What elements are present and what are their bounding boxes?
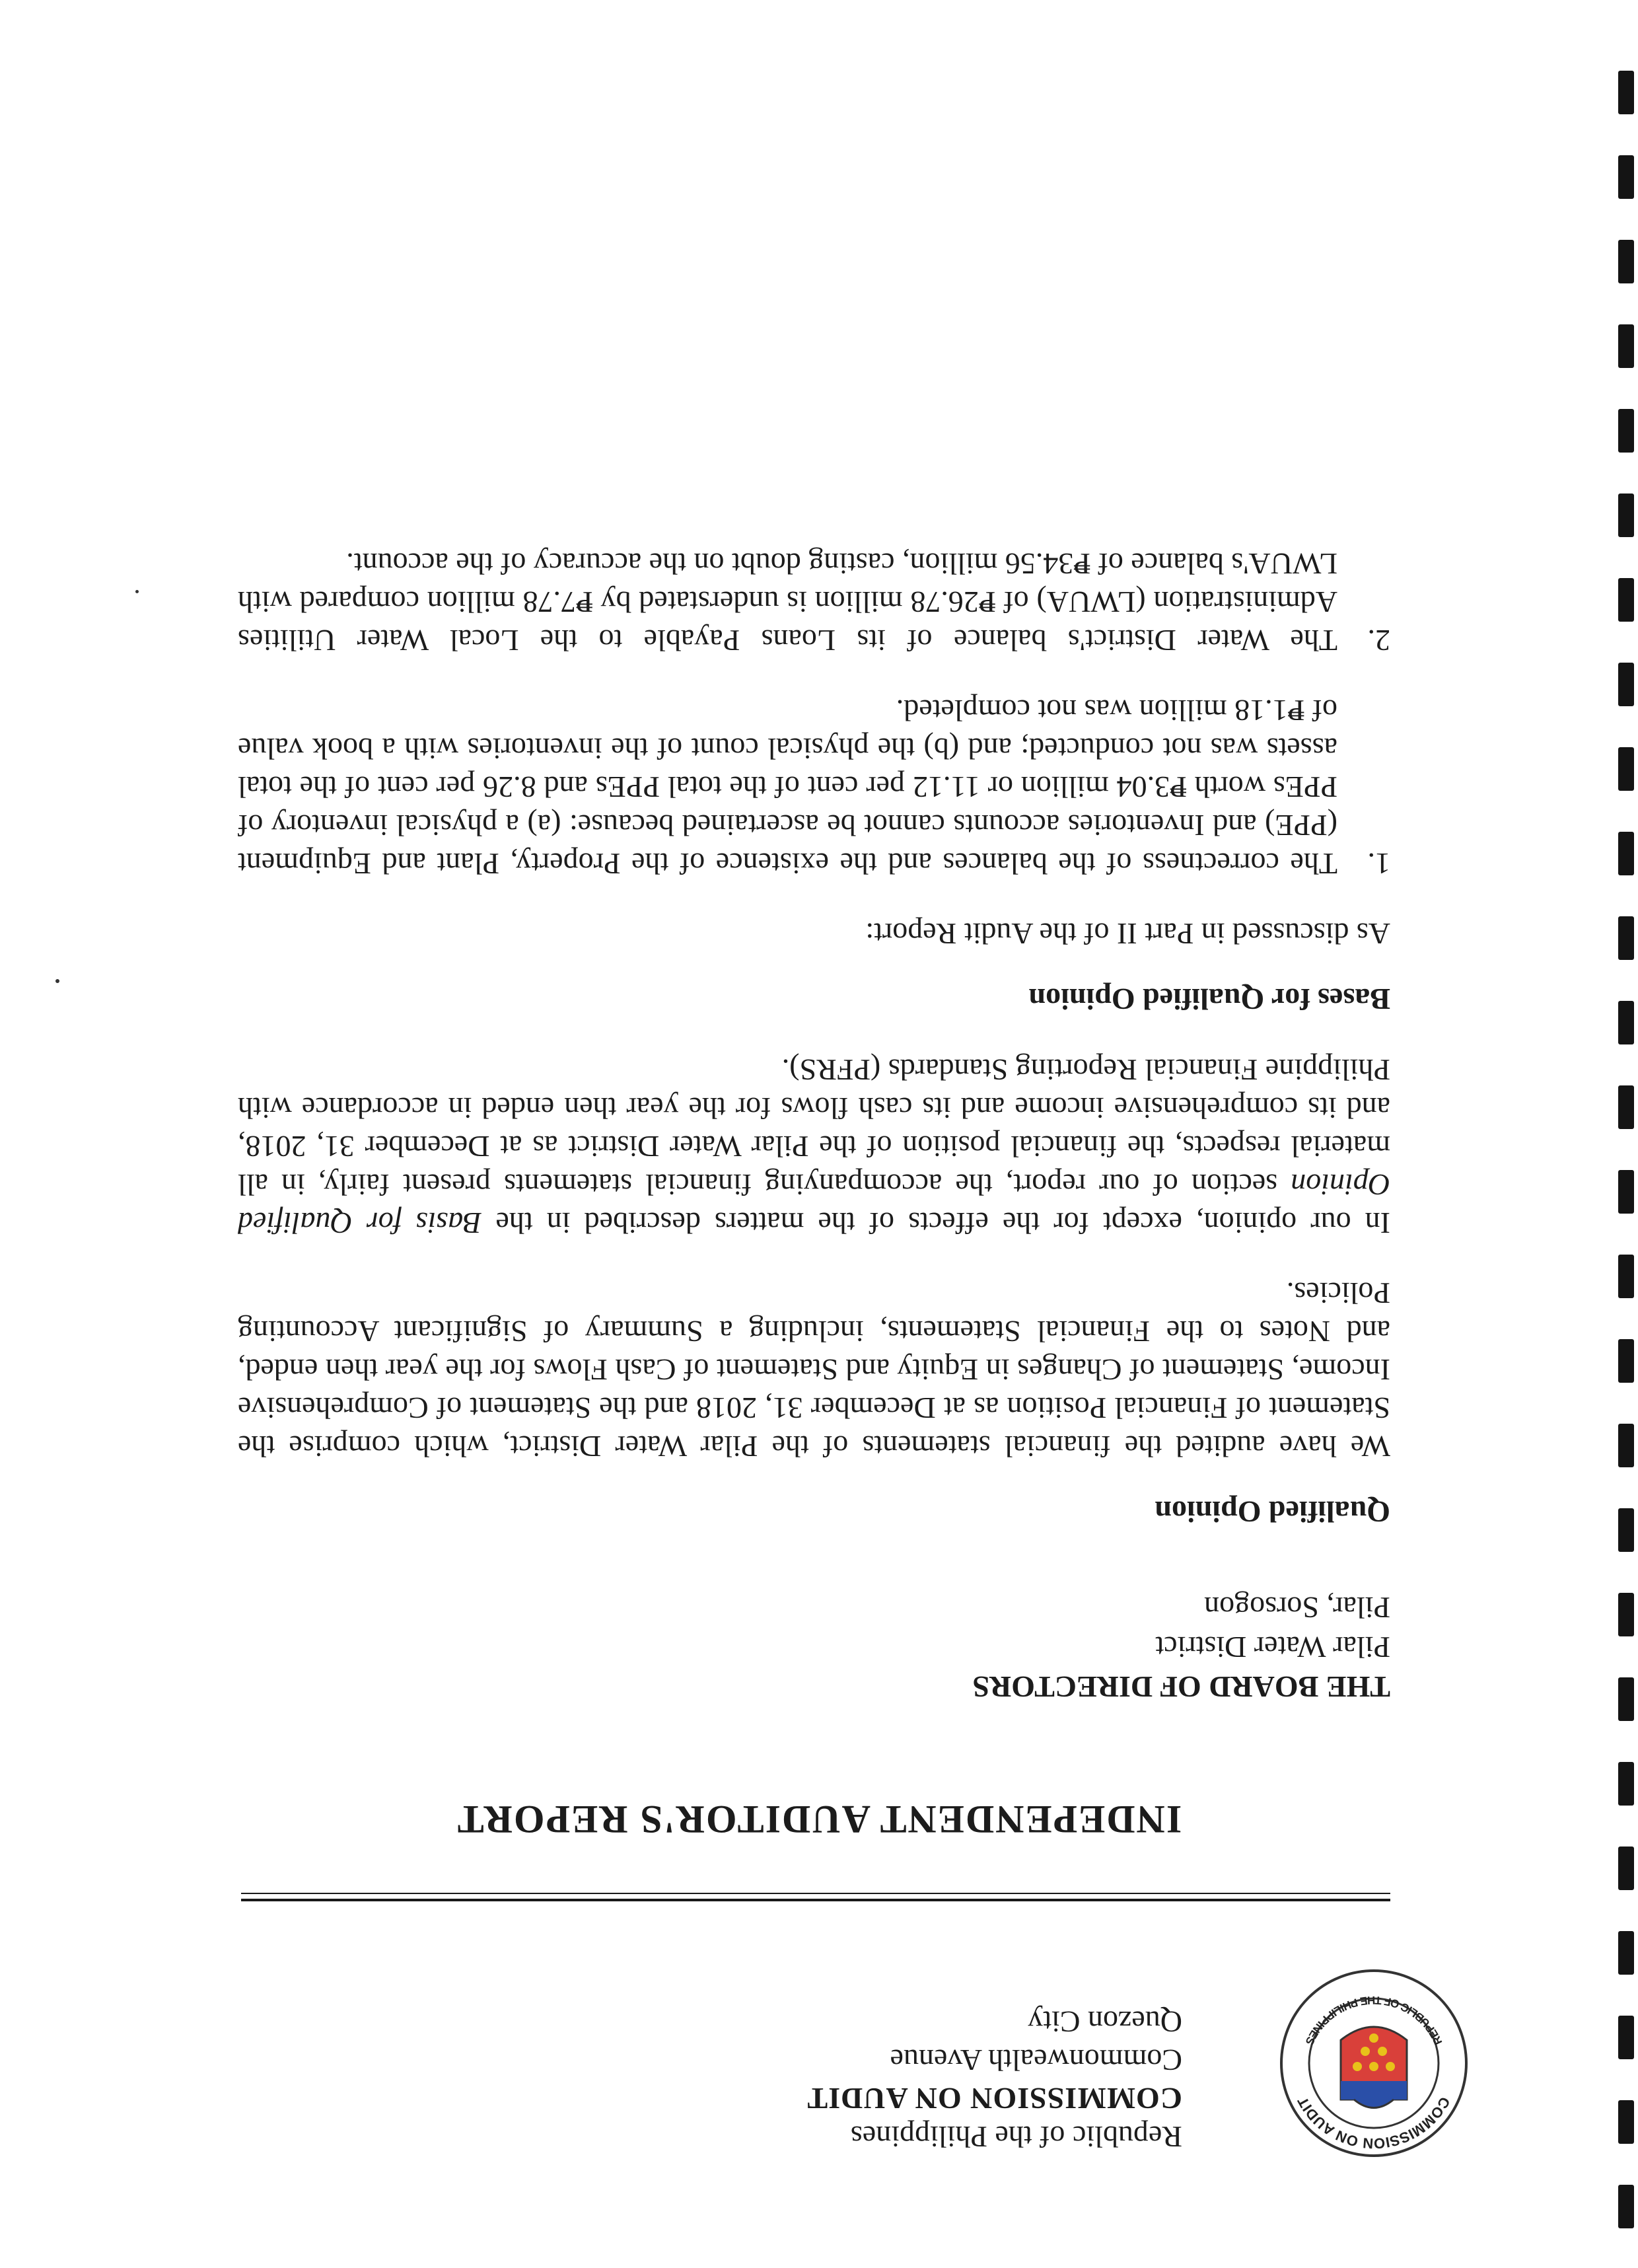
binding-hole [1618, 1424, 1634, 1467]
letterhead-country: Republic of the Philippines [850, 2120, 1182, 2154]
paragraph-2-italic: Basis for Qualified Opinion [238, 1168, 1390, 1240]
bases-item-1-number: 1. [1367, 847, 1390, 881]
binding-hole [1618, 663, 1634, 706]
binding-hole [1618, 1847, 1634, 1890]
paragraph-2-lead: In our opinion, except for the effects of the matters described in the [481, 1206, 1390, 1240]
paragraph-2-tail: section of our report, the accompanying financial statements present fairly, in all material respects, the financial position of the Pilar Water District as at December 31, 2018, and its comprehensive income and its cash flows for the year then ended in accordance with Philippine Financial Reporting Standards (PFRS). [238, 1053, 1390, 1202]
binding-hole [1618, 2016, 1634, 2059]
addressee-line-2: Pilar Water District [1155, 1630, 1390, 1664]
bases-intro: As discussed in Part II of the Audit Report: [865, 917, 1390, 951]
binding-hole [1618, 494, 1634, 537]
addressee-line-3: Pilar, Sorsogon [1204, 1591, 1390, 1625]
qualified-opinion-paragraph-2 [238, 1050, 1390, 1242]
bases-item-1-text: The correctness of the balances and the existence of the Property, Plant and Equipment (PPE) and Inventories accounts cannot be ascertained because: (a) a physical inventory of PPEs worth ₱3.04 million or 11.12 per cent of the total PPEs and 8.26 per cent of the total assets was not conducted; and (b) the physical count of the inventories with a book value of ₱1.18 million was not completed. [238, 694, 1337, 881]
binding-hole [1618, 71, 1634, 114]
binding-hole [1618, 578, 1634, 622]
header-rule-bottom [241, 1893, 1390, 1894]
binding-hole [1618, 1085, 1634, 1129]
svg-text:REPUBLIC OF THE PHILIPPINES: REPUBLIC OF THE PHILIPPINES [1302, 1993, 1445, 2047]
binding-hole [1618, 2185, 1634, 2228]
binding-hole [1618, 1339, 1634, 1383]
bases-item-2-number: 2. [1367, 624, 1390, 657]
bases-item-1 [238, 691, 1390, 883]
report-body [238, 513, 1390, 1531]
binding-hole [1618, 1677, 1634, 1721]
binding-hole [1618, 916, 1634, 960]
commission-on-audit-seal [1275, 1964, 1473, 2162]
binding-hole [1618, 324, 1634, 368]
letterhead-street: Commonwealth Avenue [890, 2043, 1182, 2077]
binding-hole [1618, 832, 1634, 875]
binding-holes [1612, 0, 1634, 2268]
binding-hole [1618, 1508, 1634, 1552]
binding-hole [1618, 409, 1634, 453]
letterhead-city: Quezon City [1028, 2005, 1182, 2039]
binding-hole [1618, 2100, 1634, 2144]
addressee-block [466, 1588, 1390, 1706]
letterhead [588, 2002, 1182, 2156]
report-title: INDEPENDENT AUDITOR'S REPORT [456, 1798, 1182, 1841]
qualified-opinion-heading: Qualified Opinion [1155, 1495, 1390, 1529]
binding-hole [1618, 240, 1634, 283]
bases-heading: Bases for Qualified Opinion [1028, 982, 1390, 1016]
binding-hole [1618, 1170, 1634, 1214]
binding-hole [1618, 1001, 1634, 1044]
scan-speck [55, 979, 59, 983]
header-rule-top [241, 1899, 1390, 1901]
binding-hole [1618, 155, 1634, 199]
bases-item-2-text: The Water District's balance of its Loans Payable to the Local Water Utilities Administration (LWUA) of ₱26.78 million is understated by ₱7.78 million compared with LWUA's balance of ₱34.56 million, casting doubt on the accuracy of the account. [238, 547, 1337, 657]
binding-hole [1618, 1931, 1634, 1975]
binding-hole [1618, 1593, 1634, 1636]
letterhead-agency: COMMISSION ON AUDIT [806, 2082, 1182, 2115]
addressee-line-1: THE BOARD OF DIRECTORS [972, 1670, 1390, 1704]
binding-hole [1618, 1255, 1634, 1298]
svg-text:COMMISSION ON AUDIT: COMMISSION ON AUDIT [1294, 2094, 1454, 2152]
scan-speck [135, 590, 139, 593]
binding-hole [1618, 747, 1634, 791]
bases-item-2 [238, 544, 1390, 659]
qualified-opinion-paragraph-1: We have audited the financial statements of the Pilar Water District, which comprise the Statement of Financial Position as at December 31, 2018 and the Statement of Comprehensive Income, Statement of Changes in Equity and Statement of Cash Flows for the year then ended, and Notes to the Financial Statements, including a Summary of Significant Accounting Policies. [238, 1276, 1390, 1463]
